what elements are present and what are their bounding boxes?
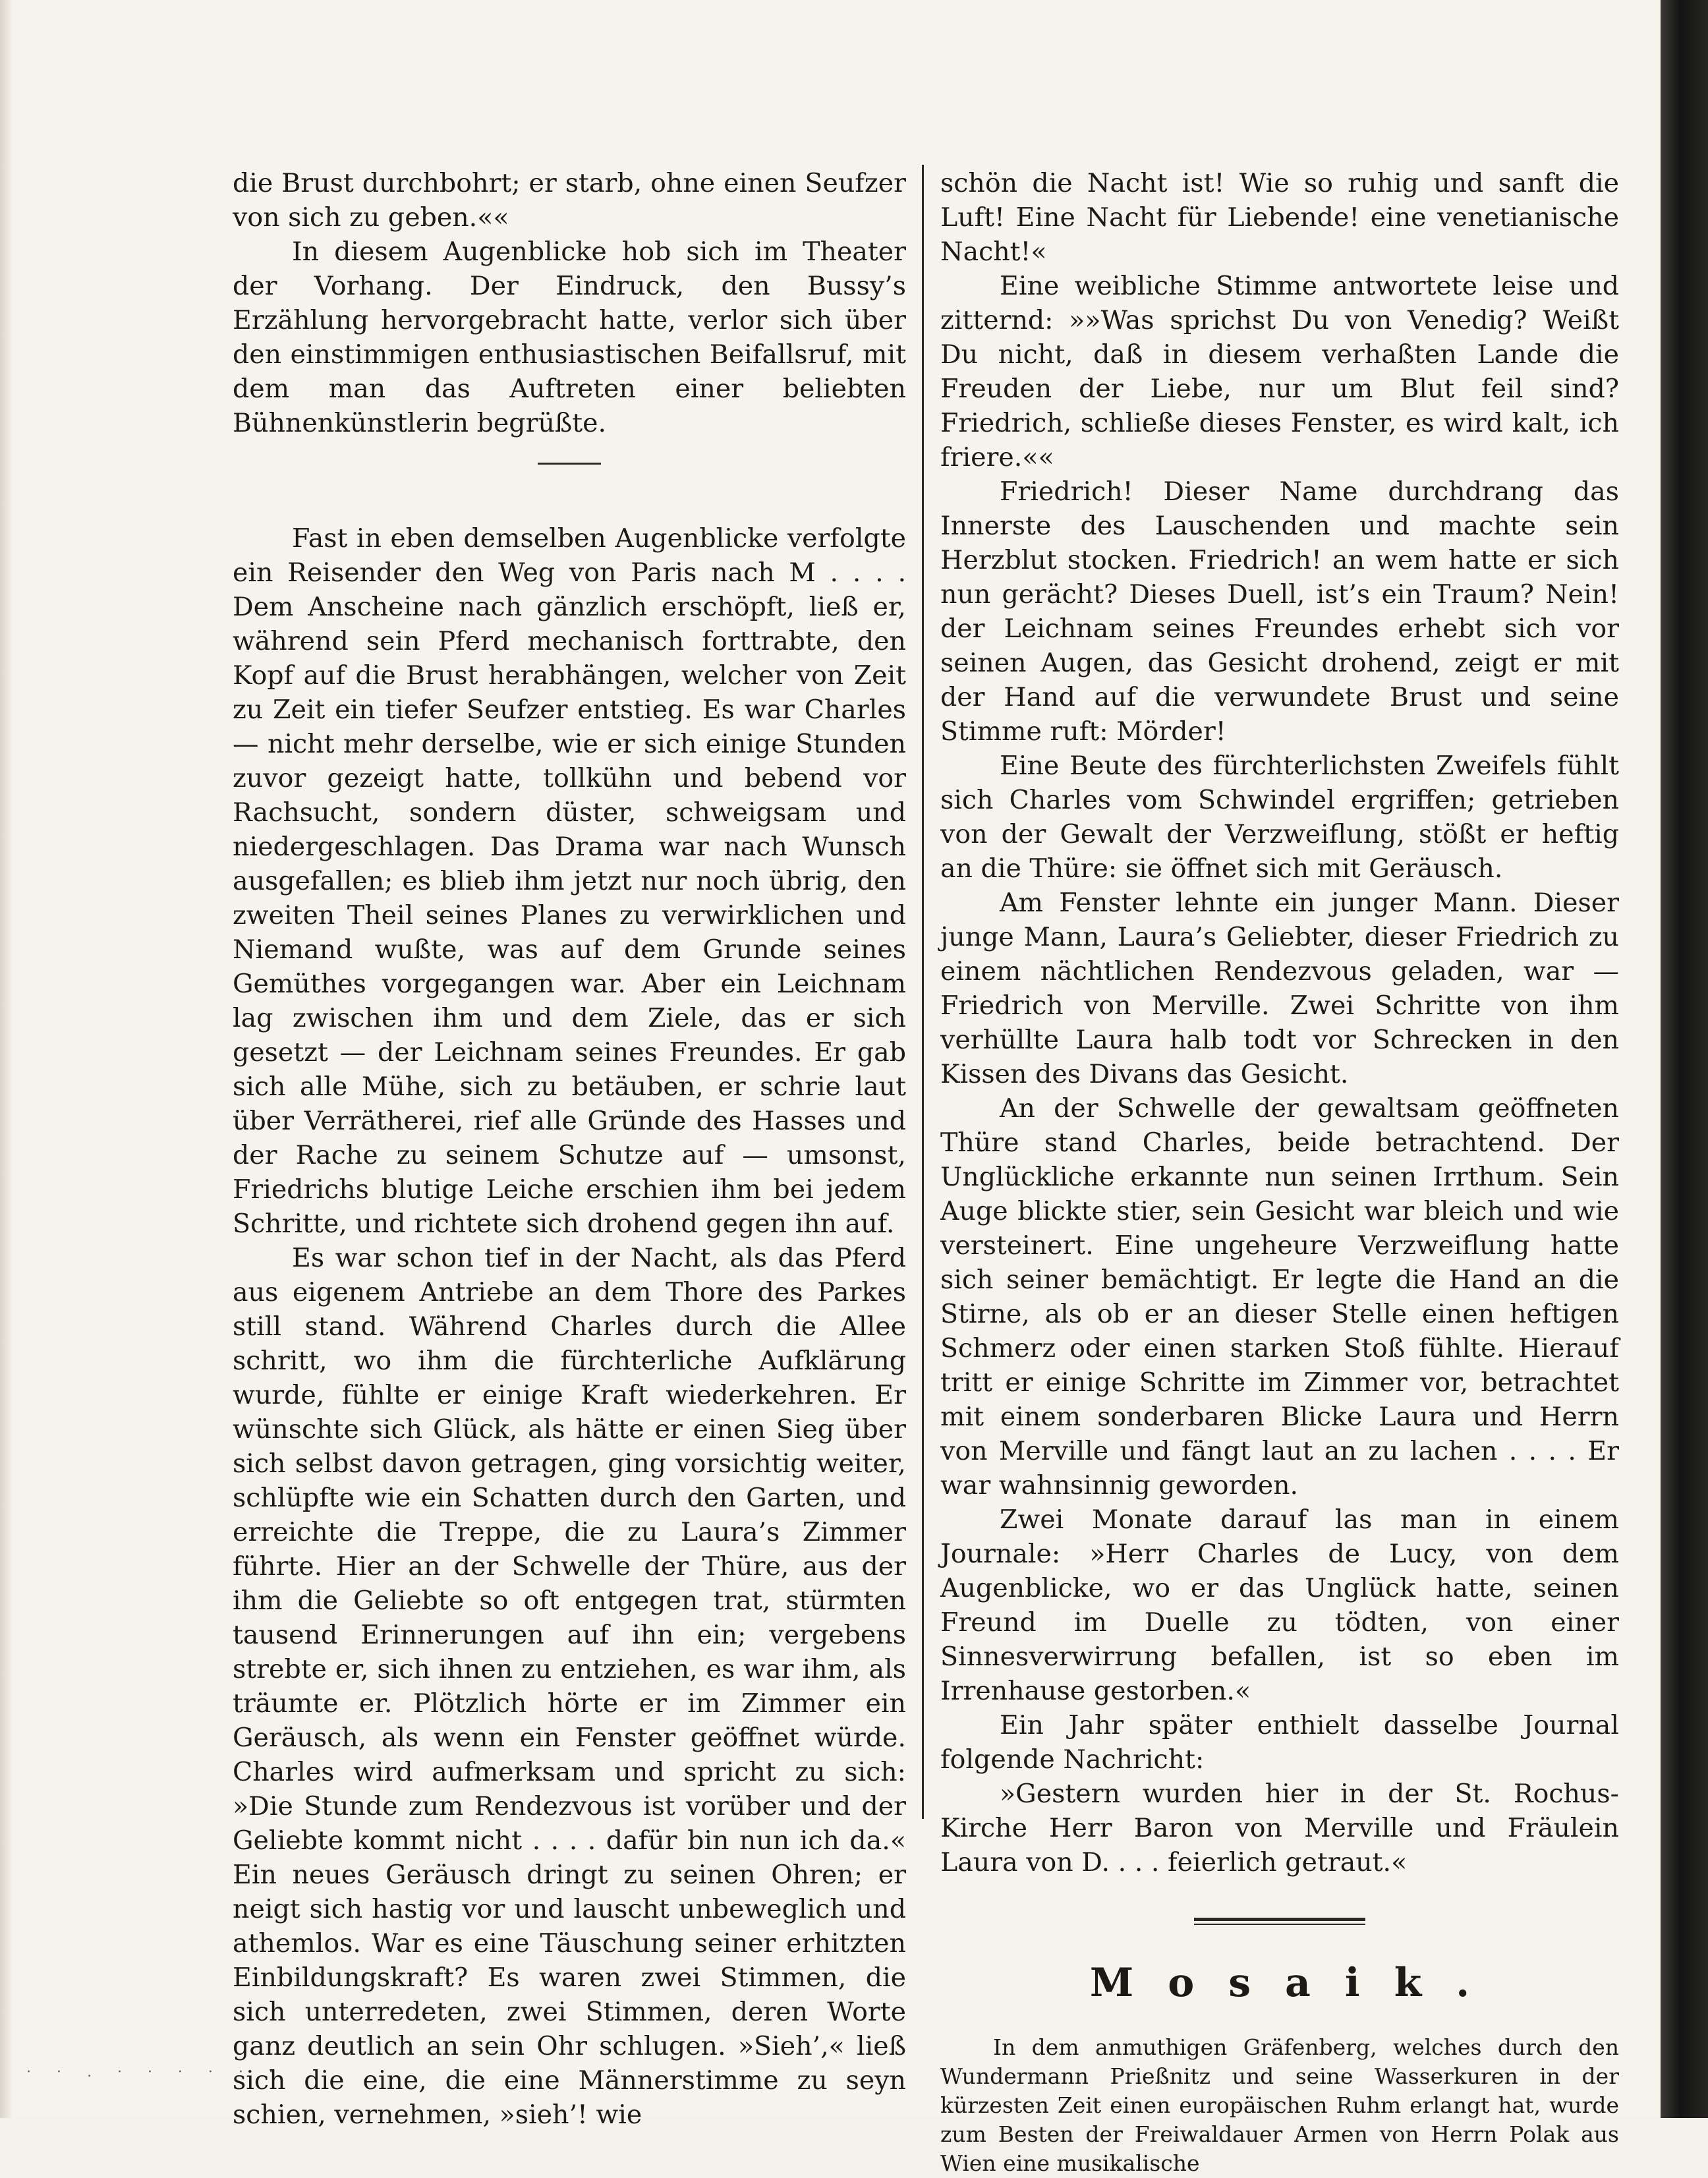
right-column <box>940 166 1619 2178</box>
binding-edge <box>1661 0 1708 2118</box>
paragraph: Am Fenster lehnte ein junger Mann. Dieser junge Mann, Laura’s Geliebter, dieser Friedrich zu einem nächtlichen Rendezvous geladen, war — Friedrich von Merville. Zwei Schritte von ihm verhüllte Laura halb todt vor Schrecken in den Kissen des Divans das Gesicht. <box>940 888 1619 1089</box>
paragraph: Fast in eben demselben Augenblicke verfolgte ein Reisender den Weg von Paris nach M . . . . Dem Anscheine nach gänzlich erschöpft, ließ er, während sein Pferd mechanisch forttrabte, den Kopf auf die Brust herabhängen, welcher von Zeit zu Zeit ein tiefer Seufzer entstieg. Es war Charles — nicht mehr derselbe, wie er sich einige Stunden zuvor gezeigt hatte, tollkühn und bebend vor Rachsucht, sondern düster, schweigsam und niedergeschlagen. Das Drama war nach Wunsch ausgefallen; es blieb ihm jetzt nur noch übrig, den zweiten Theil seines Planes zu verwirklichen und Niemand wußte, was auf dem Grunde seines Gemüthes vorgegangen war. Aber ein Leichnam lag zwischen ihm und dem Ziele, das er sich gesetzt — der Leichnam seines Freundes. Er gab sich alle Mühe, sich zu betäuben, er schrie laut über Verrätherei, rief alle Gründe des Hasses und der Rache zu seinem Schutze auf — umsonst, Friedrichs blutige Leiche erschien ihm bei jedem Schritte, und richtete sich drohend gegen ihn auf. <box>233 523 906 1239</box>
section-divider <box>538 463 601 465</box>
page-left-shadow <box>0 0 13 2118</box>
paragraph: die Brust durchbohrt; er starb, ohne einen Seufzer von sich zu geben.«« <box>233 168 906 233</box>
paragraph: »Gestern wurden hier in der St. Rochus-Kirche Herr Baron von Merville und Fräulein Laura von D. . . . feierlich getraut.« <box>940 1779 1619 1877</box>
paragraph: Ein Jahr später enthielt dasselbe Journal folgende Nachricht: <box>940 1710 1619 1775</box>
paragraph: Eine Beute des fürchterlichsten Zweifels fühlt sich Charles vom Schwindel ergriffen; getrieben von der Gewalt der Verzweiflung, stößt er heftig an die Thüre: sie öffnet sich mit Geräusch. <box>940 751 1619 884</box>
paragraph: Zwei Monate darauf las man in einem Journale: »Herr Charles de Lucy, von dem Augenblicke, wo er das Unglück hatte, seinen Freund im Duelle zu tödten, von einer Sinnesverwirrung befallen, ist so eben im Irrenhause gestorben.« <box>940 1505 1619 1706</box>
paragraph: Es war schon tief in der Nacht, als das Pferd aus eigenem Antriebe an dem Thore des Parkes still stand. Während Charles durch die Allee schritt, wo ihm die fürchterliche Aufklärung wurde, fühlte er einige Kraft wiederkehren. Er wünschte sich Glück, als hätte er einen Sieg über sich selbst davon getragen, ging vorsichtig weiter, schlüpfte wie ein Schatten durch den Garten, und erreichte die Treppe, die zu Laura’s Zimmer führte. Hier an der Schwelle der Thüre, aus der ihm die Geliebte so oft entgegen trat, stürmten tausend Erinnerungen auf ihn ein; vergebens strebte er, sich ihnen zu entziehen, es war ihm, als träumte er. Plötzlich hörte er im Zimmer ein Geräusch, als wenn ein Fenster geöffnet würde. Charles wird aufmerksam und spricht zu sich: »Die Stunde zum Rendezvous ist vorüber und der Geliebte kommt nicht . . . . dafür bin nun ich da.« Ein neues Geräusch dringt zu seinen Ohren; er neigt sich hastig vor und lauscht unbeweglich und athemlos. War es eine Täuschung seiner erhitzten Einbildungskraft? Es waren zwei Stimmen, die sich unterredeten, zwei Stimmen, deren Worte ganz deutlich an sein Ohr schlugen. »Sieh’,« ließ sich die eine, die eine Männerstimme zu seyn schien, vernehmen, »sieh’! wie <box>233 1243 906 2130</box>
paragraph: An der Schwelle der gewaltsam geöffneten Thüre stand Charles, beide betrachtend. Der Unglückliche erkannte nun seinen Irrthum. Sein Auge blickte stier, sein Gesicht war bleich und wie versteinert. Eine ungeheure Verzweiflung hatte sich seiner bemächtigt. Er legte die Hand an die Stirne, als ob er an dieser Stelle einen heftigen Schmerz oder einen starken Stoß fühlte. Hierauf tritt er einige Schritte im Zimmer vor, betrachtet mit einem sonderbaren Blicke Laura und Herrn von Merville und fängt laut an zu lachen . . . . Er war wahnsinnig geworden. <box>940 1093 1619 1501</box>
column-rule <box>922 165 924 1819</box>
ornamental-rule <box>1194 1918 1365 1925</box>
paragraph: schön die Nacht ist! Wie so ruhig und sanft die Luft! Eine Nacht für Liebende! eine venetianische Nacht!« <box>940 168 1619 267</box>
paragraph: Eine weibliche Stimme antwortete leise und zitternd: »»Was sprichst Du von Venedig? Weißt Du nicht, daß in diesem verhaßten Lande die Freuden der Liebe, nur um Blut feil sind? Friedrich, schließe dieses Fenster, es wird kalt, ich friere.«« <box>940 271 1619 473</box>
paragraph: In diesem Augenblicke hob sich im Theater der Vorhang. Der Eindruck, den Bussy’s Erzählung hervorgebracht hatte, verlor sich über den einstimmigen enthusiastischen Beifallsruf, mit dem man das Auftreten einer beliebten Bühnenkünstlerin begrüßte. <box>233 237 906 438</box>
paragraph: Friedrich! Dieser Name durchdrang das Innerste des Lauschenden und machte sein Herzblut stocken. Friedrich! an wem hatte er sich nun gerächt? Dieses Duell, ist’s ein Traum? Nein! der Leichnam seines Freundes erhebt sich vor seinen Augen, das Gesicht drohend, zeigt er mit der Hand auf die verwundete Brust und seine Stimme ruft: Mörder! <box>940 476 1619 747</box>
mosaik-text <box>940 2033 1619 2178</box>
left-column <box>233 166 906 2132</box>
paragraph: In dem anmuthigen Gräfenberg, welches durch den Wundermann Prießnitz und seine Wasserkuren in der kürzesten Zeit einen europäischen Ruhm erlangt hat, wurde zum Besten der Freiwaldauer Armen von Herrn Polak aus Wien eine musikalische <box>940 2034 1619 2176</box>
scan-specks: · · . · · · · · · <box>26 2064 284 2080</box>
section-heading: Mosaik. <box>1089 1960 1504 2006</box>
